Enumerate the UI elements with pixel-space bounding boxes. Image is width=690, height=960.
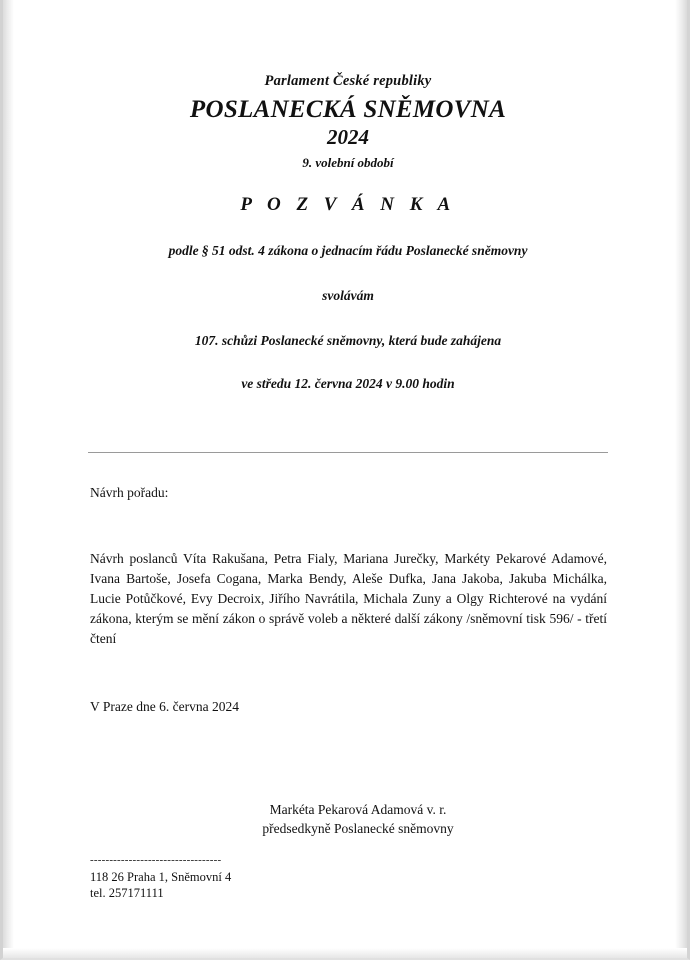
document-masthead	[17, 74, 679, 392]
signature-block	[17, 801, 679, 839]
document-sheet	[3, 0, 690, 960]
organization-name: Parlament České republiky	[264, 73, 432, 89]
year-label: 2024	[327, 124, 369, 149]
footer-phone: tel. 257171111	[90, 886, 164, 901]
document-footer	[90, 856, 231, 902]
signatory-title: předsedkyně Poslanecké sněmovny	[262, 820, 454, 836]
place-and-date: V Praze dne 6. června 2024	[90, 699, 239, 715]
agenda-label: Návrh pořadu:	[90, 484, 169, 500]
document-body	[17, 484, 679, 716]
footer-separator-rule: ----------------------------------	[90, 854, 222, 866]
session-announcement: 107. schůzi Poslanecké sněmovny, která bude zahájena	[194, 333, 502, 349]
electoral-term-label: 9. volební období	[302, 154, 394, 170]
document-type-title: P O Z V Á N K A	[240, 194, 456, 216]
signatory-name: Markéta Pekarová Adamová v. r.	[269, 802, 447, 818]
section-divider	[88, 452, 608, 453]
convene-verb-text: svolávám	[322, 288, 374, 304]
agenda-item: Návrh poslanců Víta Rakušana, Petra Fialy, Mariana Jurečky, Markéty Pekarové Adamové, Ivana Bartoše, Josefa Cogana, Marka Bendy, Aleše Dufka, Jana Jakoba, Jakuba Michálka, Lucie Potůčkové, Evy Decroix, Jiřího Navrátila, Michala Zuny a Olgy Richterové na vydání zákona, kterým se mění zákon o správě voleb a některé další zákony /sněmovní tisk 596/ - třetí čtení	[90, 551, 607, 646]
chamber-title: POSLANECKÁ SNĚMOVNA	[189, 95, 507, 123]
footer-address: 118 26 Praha 1, Sněmovní 4	[90, 869, 232, 884]
session-datetime: ve středu 12. června 2024 v 9.00 hodin	[241, 375, 455, 391]
legal-basis-text: podle § 51 odst. 4 zákona o jednacím řádu Poslanecké sněmovny	[168, 242, 528, 258]
